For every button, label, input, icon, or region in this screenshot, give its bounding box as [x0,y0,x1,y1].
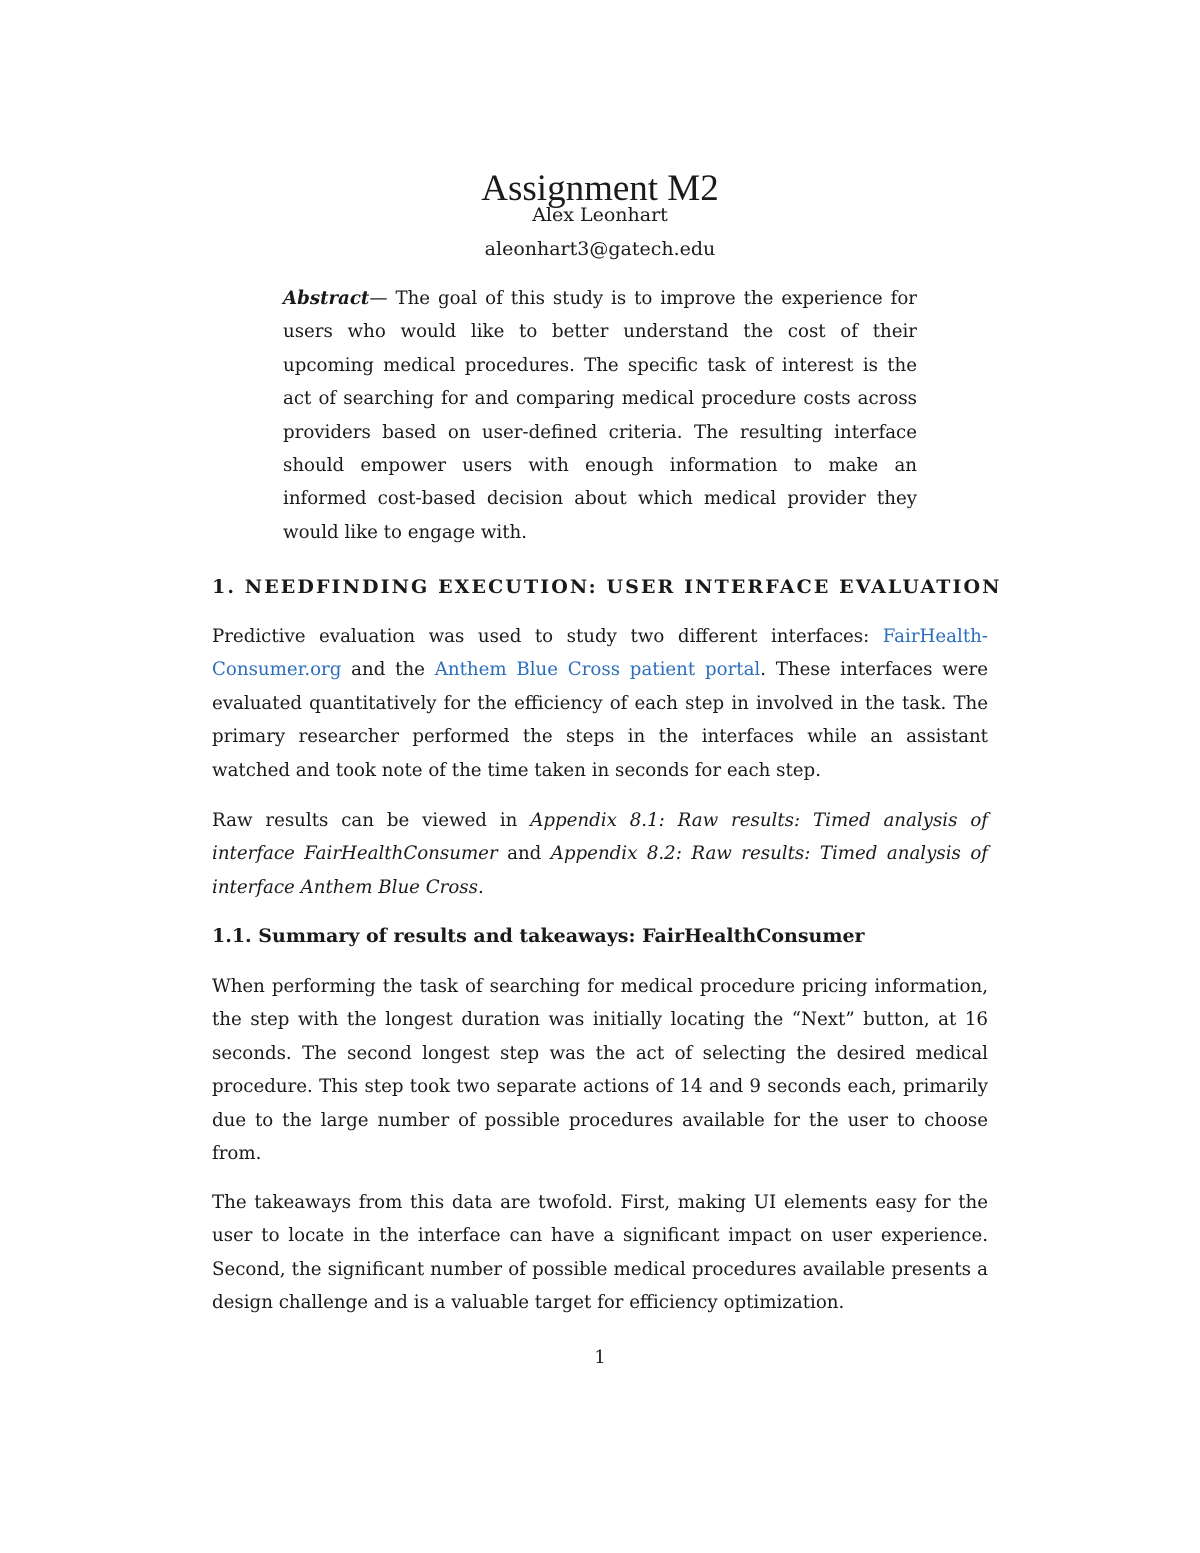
abstract-text: The goal of this study is to improve the experience for users who would like to better understand the cost of their upcoming medical procedures. The specific task of interest is the act of searching for and comparing medical procedure costs across providers based on user-defined criteria. The resulting interface should empower users with enough information to make an informed cost-based decision about which medical provider they would like to engage with. [283,288,917,543]
paragraph [212,804,988,904]
anthem-link[interactable]: Anthem Blue Cross patient portal [434,659,761,681]
abstract-dash: — [369,288,396,309]
appendix-ref: Appendix 8.1: Raw results: Timed analysis of interface FairHealthConsumer [212,810,988,865]
section-heading: 1. NEEDFINDING EXECUTION: USER INTERFACE EVALUATION [212,576,1002,598]
abstract [283,282,917,549]
paragraph: The takeaways from this data are twofold. First, making UI elements easy for the user to locate in the interface can have a significant impact on user experience. Second, the significant number of possible medical procedures available presents a design challenge and is a valuable target for efficiency optimization. [212,1192,988,1314]
paragraph: When performing the task of searching for medical procedure pricing information, the step with the longest duration was initially locating the “Next” button, at 16 seconds. The second longest step was the act of selecting the desired medical procedure. This step took two separate actions of 14 and 9 seconds each, primarily due to the large number of possible procedures available for the user to choose from. [212,976,988,1165]
fairhealth-link[interactable]: FairHealth-Consumer.org [212,626,988,681]
page-number: 1 [594,1347,606,1368]
abstract-label: Abstract [283,288,370,309]
subsection-heading: 1.1. Summary of results and takeaways: FairHealthConsumer [212,925,865,947]
paragraph-text: . These interfaces were evaluated quantitatively for the efficiency of each step in involved in the task. The primary researcher performed the steps in the interfaces while an assistant watched and took note of the time taken in seconds for each step. [212,659,988,781]
paragraph [212,620,988,787]
appendix-ref: Appendix 8.2: Raw results: Timed analysis of interface Anthem Blue Cross [212,843,988,898]
document-title: Assignment M2 [481,167,719,209]
paragraph-text: . [477,876,484,898]
paragraph-text: Raw results can be viewed in [212,810,531,831]
paragraph-text: and the [341,659,435,681]
author-email: aleonhart3@gatech.edu [484,238,716,260]
paragraph-text: Predictive evaluation was used to study two different interfaces: [212,626,883,647]
paragraph-text: and [497,843,551,865]
author-name: Alex Leonhart [532,204,668,226]
